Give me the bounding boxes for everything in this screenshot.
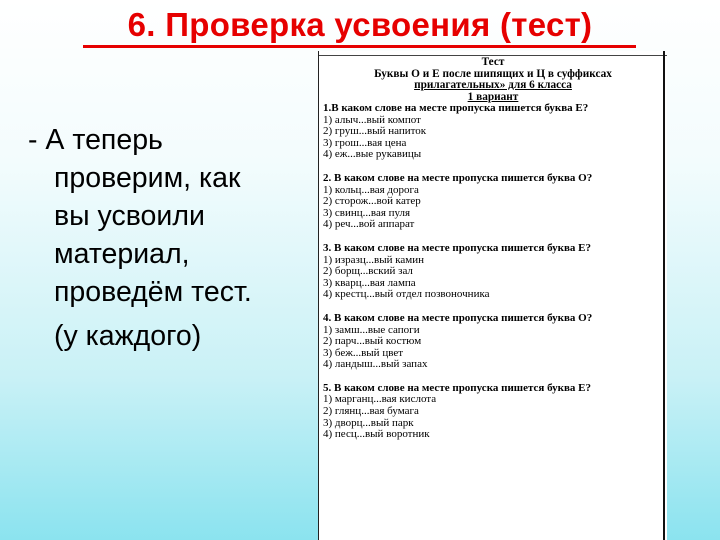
- slide-title: 6. Проверка усвоения (тест): [127, 6, 593, 43]
- test-title: Тест: [481, 56, 505, 68]
- answer-option: 2) глянц...вая бумага: [323, 405, 419, 418]
- question-block: [319, 173, 667, 231]
- instruction-line: вы усвоили: [54, 200, 205, 232]
- answer-option: 3) беж...вый цвет: [323, 346, 404, 359]
- document-top-border: [319, 55, 667, 56]
- test-variant: 1 вариант: [467, 90, 519, 103]
- question-text: 3. В каком слове на месте пропуска пишется буква Е?: [323, 241, 592, 254]
- answer-option: 4) песц...вый воротник: [323, 428, 430, 441]
- question-text: 5. В каком слове на месте пропуска пишется буква Е?: [323, 381, 592, 394]
- test-subtitle-2: прилагательных» для 6 класса: [414, 79, 572, 91]
- document-right-border: [663, 51, 665, 540]
- instruction-line: проверим, как: [54, 162, 241, 194]
- question-text: 2. В каком слове на месте пропуска пишется буква О?: [323, 171, 593, 184]
- answer-option: 1) замш...вые сапоги: [323, 323, 420, 336]
- answer-option: 1) изразц...вый камин: [323, 253, 425, 266]
- answer-option: 4) крестц...вый отдел позвоночника: [323, 288, 490, 301]
- test-header: [319, 57, 667, 103]
- instruction-line: материал,: [54, 238, 190, 270]
- question-block: [319, 383, 667, 441]
- answer-option: 2) парч...вый костюм: [323, 335, 422, 348]
- answer-option: 2) груш...вый напиток: [323, 125, 427, 138]
- question-text: 1.В каком слове на месте пропуска пишется буква Е?: [323, 102, 589, 114]
- answer-option: 3) кварц...вая лампа: [323, 276, 416, 289]
- instruction-line: проведём тест.: [54, 276, 252, 308]
- answer-option: 4) реч...вой аппарат: [323, 218, 415, 231]
- question-block: [319, 103, 667, 161]
- instruction-text: [28, 121, 313, 355]
- instruction-line: - А теперь: [28, 124, 163, 156]
- test-document-image: [318, 51, 667, 540]
- question-block: [319, 243, 667, 301]
- answer-option: 2) борщ...вский зал: [323, 265, 413, 278]
- answer-option: 4) еж...вые рукавицы: [323, 148, 422, 161]
- answer-option: 1) кольц...вая дорога: [323, 183, 419, 196]
- answer-option: 3) свинц...вая пуля: [323, 206, 411, 219]
- answer-option: 2) сторож...вой катер: [323, 195, 421, 208]
- answer-option: 1) марганц...вая кислота: [323, 393, 437, 406]
- question-block: [319, 313, 667, 371]
- question-text: 4. В каком слове на месте пропуска пишется буква О?: [323, 311, 593, 324]
- answer-option: 3) грош...вая цена: [323, 136, 407, 149]
- title-underline: [83, 45, 636, 48]
- test-subtitle: Буквы О и Е после шипящих и Ц в суффиксах: [374, 67, 612, 80]
- instruction-note: (у каждого): [54, 320, 202, 352]
- answer-option: 3) дворц...вый парк: [323, 416, 414, 429]
- answer-option: 4) ландыш...вый запах: [323, 358, 428, 371]
- answer-option: 1) алыч...вый компот: [323, 113, 421, 126]
